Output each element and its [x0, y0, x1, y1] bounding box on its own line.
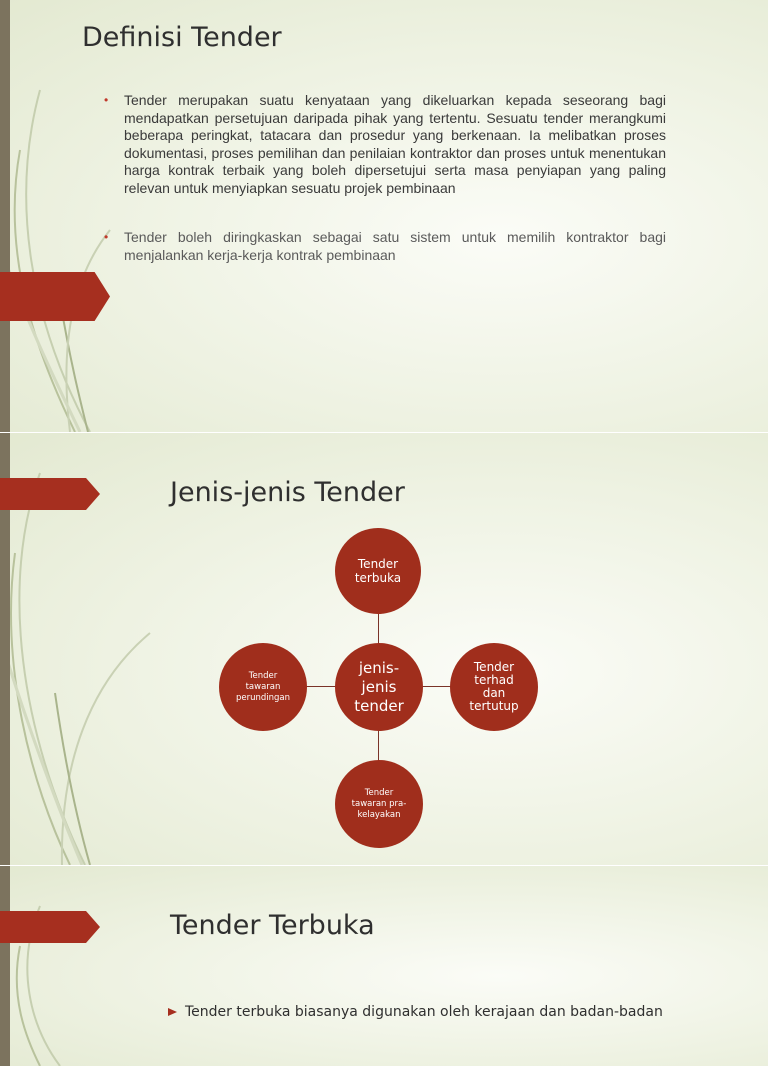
arrow-bullet-icon	[168, 1008, 177, 1016]
node-tender-terhad-dan-tertutup: Tender terhad dan tertutup	[450, 643, 538, 731]
bullet-item	[104, 92, 666, 197]
node-tender-tawaran-pra-kelayakan: Tender tawaran pra-kelayakan	[335, 760, 423, 848]
left-sidebar-bar	[0, 0, 10, 432]
node-tender-terbuka: Tender terbuka	[335, 528, 421, 614]
red-arrow-tab	[0, 478, 100, 510]
bullet-text: Tender merupakan suatu kenyataan yang dikeluarkan kepada seseorang bagi mendapatkan persetujuan daripada pihak yang tertentu. Sesuatu tender merangkumi beberapa peringkat, tatacara dan prosedur yang berkenaan. Ia melibatkan proses dokumentasi, proses pemilihan dan penilaian kontraktor dan proses untuk menentukan harga kontrak terbaik yang boleh dipersetujui serta masa penyiapan yang paling relevan untuk menyiapkan sesuatu projek pembinaan	[124, 92, 666, 196]
slide-title: Tender Terbuka	[170, 910, 375, 941]
slide-definisi-tender	[0, 0, 768, 432]
decorative-curves	[0, 0, 120, 432]
left-sidebar-bar	[0, 866, 10, 1066]
red-arrow-tab	[0, 272, 110, 321]
bullet-item	[104, 229, 666, 264]
node-center-jenis-jenis-tender: jenis-jenis tender	[335, 643, 423, 731]
bullet-list	[104, 92, 666, 296]
bullet-item	[168, 1004, 708, 1020]
slide-tender-terbuka	[0, 866, 768, 1066]
bullet-text: Tender boleh diringkaskan sebagai satu sistem untuk memilih kontraktor bagi menjalankan kerja-kerja kontrak pembinaan	[124, 229, 666, 263]
red-arrow-tab	[0, 911, 100, 943]
slide-jenis-jenis-tender	[0, 433, 768, 865]
bullet-dot-icon: •	[104, 93, 109, 107]
slide-title: Jenis-jenis Tender	[170, 477, 405, 508]
slide-title: Definisi Tender	[82, 22, 282, 53]
bullet-dot-icon: •	[104, 230, 109, 244]
node-tender-tawaran-perundingan: Tender tawaran perundingan	[219, 643, 307, 731]
bullet-text: Tender terbuka biasanya digunakan oleh kerajaan dan badan-badan	[185, 1004, 663, 1020]
decorative-curves	[0, 866, 120, 1066]
